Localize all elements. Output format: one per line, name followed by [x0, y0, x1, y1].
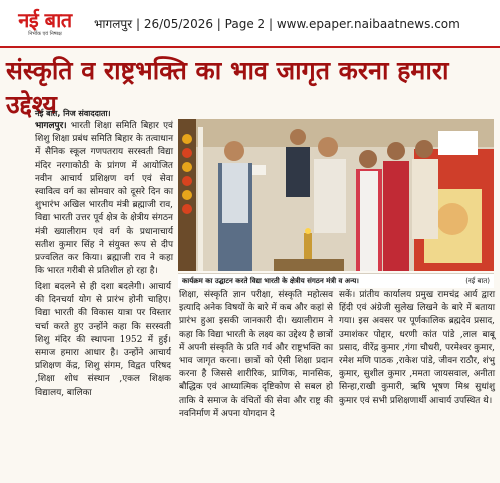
- article-column-1-continued: [35, 281, 171, 400]
- photo-credit: (नई बात): [465, 276, 490, 285]
- article-headline: संस्कृति व राष्ट्रभक्ति का भाव जागृत करना हमारा उद्देश्य: [6, 56, 449, 119]
- caption-text: कार्यक्रम का उद्घाटन करते विद्या भारती के क्षेत्रीय संगठन मंत्री व अन्य।: [182, 276, 359, 285]
- article-column-3: [339, 289, 495, 408]
- article-paragraph-2: दिशा बदलने से ही दशा बदलेगी। आचार्य की दिनचर्या योग से प्रारंभ होनी चाहिए। विद्या भारती की विकास यात्रा पर विस्तार चर्चा करते हुए उन्होंने कहा कि सरस्वती शिशु मंदिर की स्थापना 1952 में हुई। समाज हमारा आधार है। उन्होंने आचार्य प्रशिक्षण केंद्र, शिशु संगम, विद्वत परिषद ,शिक्षा शोध संस्थान ,एकल शिक्षक विद्यालय, बालिका: [35, 282, 171, 398]
- photo-caption: [178, 273, 494, 288]
- article-column-1: [35, 120, 173, 278]
- news-photo: [178, 119, 494, 271]
- news-photo-illustration: [178, 119, 494, 271]
- article-column-2: [179, 289, 333, 421]
- edition-info: भागलपुर | 26/05/2026 | Page 2 | www.epaper.naibaatnews.com: [94, 16, 460, 31]
- article-paragraph-3: शिक्षा, संस्कृति ज्ञान परीक्षा, संस्कृति महोत्सव इत्यादि अनेक विषयों के बारे में कब और कहां से प्रारंभ हुआ इसकी जानकारी दी। ख्यालीराम ने कहा कि विद्या भारती के लक्ष्य का उद्देश्य है छात्रों में अपनी संस्कृति के प्रति गर्व और राष्ट्रभक्ति का भाव जागृत करना। छात्रों को ऐसी शिक्षा प्रदान करना है जिससे शारीरिक, प्राणिक, मानसिक, बौद्धिक एवं आध्यात्मिक दृष्टिकोण से सबल हो ताकि वे समाज के वंचितों की सेवा और राष्ट्र की नवनिर्माण में अपना योगदान दे: [179, 290, 333, 419]
- article-dateline: भागलपुर।: [35, 121, 67, 131]
- article-paragraph-4: सकें। प्रांतीय कार्यालय प्रमुख रामचंद्र आर्य द्वारा हिंदी एवं अंग्रेजी सुलेख लिखने के बारे में बताया गया। इस अवसर पर पूर्णकालिक ब्रह्मदेव प्रसाद, उमाशंकर पोद्दार, धरणी कांत पांडे ,लाल बाबू प्रसाद, वीरेंद्र कुमार ,गंगा चौधरी, परमेश्वर कुमार, रमेश मणि पाठक ,राकेश पांडे, जीवन राठौर, शंभु कुमार, सुशील कुमार ,ममता जायसवाल, अनीता सिन्हा,राखी कुमारी, ऋषि भूषण मिश्र सुधांशु कुमार एवं सभी प्रशिक्षणार्थी आचार्य उपस्थित थे।: [339, 290, 495, 406]
- article-paragraph-1: [35, 120, 173, 278]
- article-byline: नई बात, निज संवाददाता।: [35, 109, 111, 118]
- newspaper-logo: [0, 0, 90, 46]
- paragraph-1-text: भारती शिक्षा समिति बिहार एवं शिशु शिक्षा प्रबंध समिति बिहार के तत्वाधान में सैनिक स्कूल गणपतराय सरस्वती विद्या मंदिर नरगाकोठी के प्रांगण में आयोजित नवीन आचार्य प्रशिक्षण वर्ग एवं सेवा स्वावित्व वर्ग का सोमवार को दूसरे दिन का शुभारंभ अखिल भारतीय मंत्री ब्रह्माजी राव, विद्या भारती उत्तर पूर्व क्षेत्र के क्षेत्रीय संगठन मंत्री ख्यालीराम एवं वर्ग के प्रधानाचार्य सतीश कुमार सिंह ने संयुक्त रूप से दीप प्रज्वलित कर किया। ब्रह्माजी राव ने कहा कि भारत गरीबी से प्रतिशील हो रहा है।: [35, 121, 173, 277]
- page-header: [0, 0, 500, 48]
- logo-text: नई बात: [18, 7, 72, 32]
- logo-tagline: निर्भीक एवं निष्पक्ष: [28, 30, 62, 37]
